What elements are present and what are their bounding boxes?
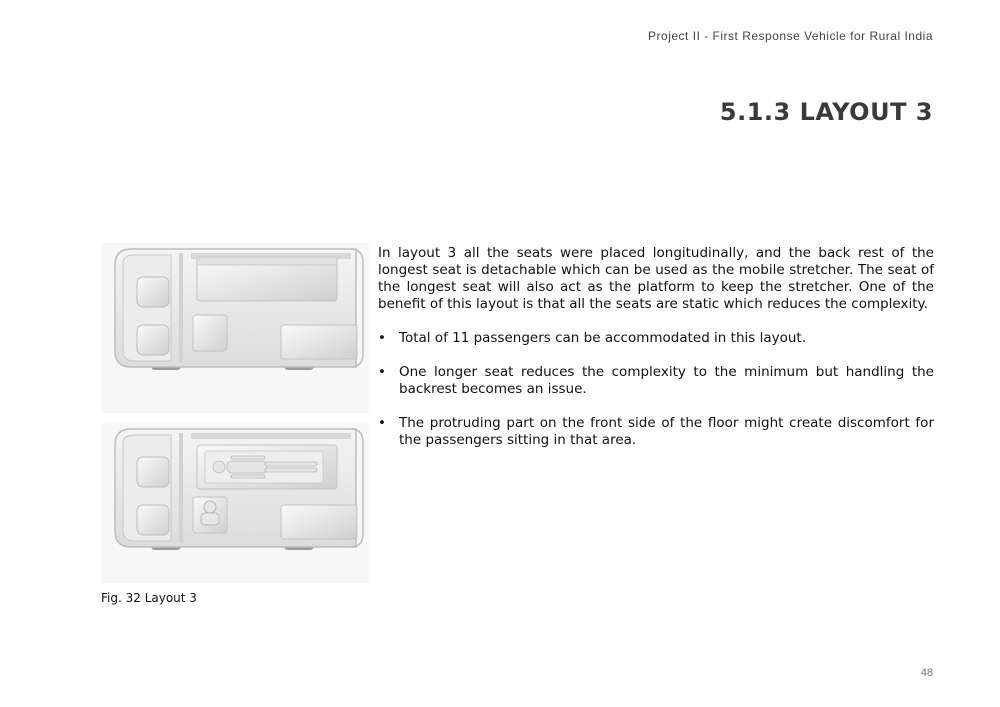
- van-interior-seating-layout: [101, 243, 369, 413]
- page-number: 48: [920, 667, 933, 679]
- bullet-item: • One longer seat reduces the complexity to the minimum but handling the backrest becomes an issue.: [378, 364, 934, 398]
- body-text: [378, 245, 934, 466]
- figure-layout-3: [101, 243, 369, 583]
- bullet-item: • The protruding part on the front side of the floor might create discomfort for the passengers sitting in that area.: [378, 415, 934, 449]
- bullet-item: • Total of 11 passengers can be accommodated in this layout.: [378, 330, 934, 347]
- van-layout-illustrations: [101, 243, 369, 583]
- bullet-list: [378, 330, 934, 449]
- intro-paragraph: In layout 3 all the seats were placed longitudinally, and the back rest of the longest seat is detachable which can be used as the mobile stretcher. The seat of the longest seat will also act as the platform to keep the stretcher. One of the benefit of this layout is that all the seats are static which reduces the complexity.: [378, 245, 934, 312]
- figure-caption: Fig. 32 Layout 3: [101, 591, 197, 605]
- running-header: Project II - First Response Vehicle for Rural India: [648, 29, 933, 43]
- section-heading: 5.1.3 LAYOUT 3: [719, 98, 933, 126]
- van-interior-stretcher-layout: [101, 423, 369, 583]
